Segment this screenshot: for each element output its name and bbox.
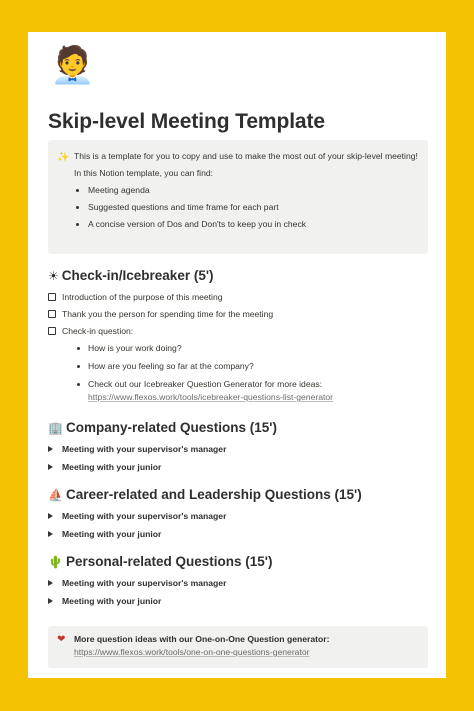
icebreaker-text: Check out our Icebreaker Question Generator for more ideas: (88, 379, 323, 389)
intro-callout (48, 140, 428, 254)
toggle-supervisor-manager[interactable] (48, 511, 226, 521)
callout-text (74, 150, 419, 235)
toggle-arrow-icon[interactable] (48, 513, 53, 519)
callout-list (74, 184, 419, 231)
heading-checkin-text: Check-in/Icebreaker (5') (61, 268, 214, 283)
toggle-label: Meeting with your supervisor's manager (62, 444, 227, 454)
sparkles-icon: ✨ (57, 152, 70, 163)
toggle-junior[interactable] (48, 596, 161, 606)
toggle-arrow-icon[interactable] (48, 531, 53, 537)
heading-career (48, 487, 362, 502)
footer-callout-text (74, 633, 329, 659)
toggle-supervisor-manager[interactable] (48, 444, 226, 454)
footer-callout-title: More question ideas with our One-on-One Question generator: (74, 634, 330, 644)
toggle-label: Meeting with your junior (62, 596, 162, 606)
office-building-icon: 🏢 (48, 421, 63, 435)
toggle-junior[interactable] (48, 529, 161, 539)
toggle-label: Meeting with your supervisor's manager (62, 511, 227, 521)
toggle-arrow-icon[interactable] (48, 464, 53, 470)
page-title[interactable]: Skip-level Meeting Template (48, 110, 325, 133)
heading-personal-text: Personal-related Questions (15') (65, 554, 273, 569)
checkbox[interactable] (48, 327, 56, 335)
callout-intro: This is a template for you to copy and use to make the most out of your skip-level meeting! (74, 151, 418, 161)
todo-label: Introduction of the purpose of this meeting (62, 292, 223, 302)
todo-label: Check-in question: (62, 326, 134, 336)
callout-list-item: • A concise version of Dos and Don'ts to keep you in check (88, 218, 419, 231)
toggle-arrow-icon[interactable] (48, 580, 53, 586)
list-item (76, 378, 333, 404)
list-item: How is your work doing? (76, 342, 333, 355)
one-on-one-generator-link[interactable]: https://www.flexos.work/tools/one-on-one-questions-generator (74, 647, 310, 657)
checkbox[interactable] (48, 293, 56, 301)
toggle-label: Meeting with your junior (62, 462, 162, 472)
cactus-icon: 🌵 (48, 555, 63, 569)
callout-list-item: • Meeting agenda (88, 184, 419, 197)
checkbox[interactable] (48, 310, 56, 318)
heart-icon: ❤ (57, 634, 66, 645)
heading-personal (48, 554, 272, 569)
toggle-arrow-icon[interactable] (48, 446, 53, 452)
todo-item (48, 292, 223, 302)
toggle-supervisor-manager[interactable] (48, 578, 226, 588)
todo-item (48, 309, 273, 319)
page-person-icon[interactable]: 🧑‍💼 (50, 45, 95, 86)
toggle-label: Meeting with your supervisor's manager (62, 578, 227, 588)
heading-checkin (48, 268, 214, 283)
checkin-questions-list (76, 342, 333, 404)
notion-page (28, 32, 446, 678)
callout-list-item: • Suggested questions and time frame for each part (88, 201, 419, 214)
heading-career-text: Career-related and Leadership Questions (15') (65, 487, 362, 502)
callout-find-text: In this Notion template, you can find: (74, 168, 214, 178)
heading-company-text: Company-related Questions (15') (65, 420, 277, 435)
sailboat-icon: ⛵ (48, 488, 63, 502)
toggle-arrow-icon[interactable] (48, 598, 53, 604)
todo-item (48, 326, 133, 336)
sun-icon: ☀ (48, 269, 59, 283)
footer-callout (48, 626, 428, 668)
icebreaker-link[interactable]: https://www.flexos.work/tools/icebreaker-questions-list-generator (88, 392, 334, 402)
list-item: How are you feeling so far at the company? (76, 360, 333, 373)
toggle-label: Meeting with your junior (62, 529, 162, 539)
heading-company (48, 420, 277, 435)
todo-label: Thank you the person for spending time for the meeting (62, 309, 274, 319)
toggle-junior[interactable] (48, 462, 161, 472)
